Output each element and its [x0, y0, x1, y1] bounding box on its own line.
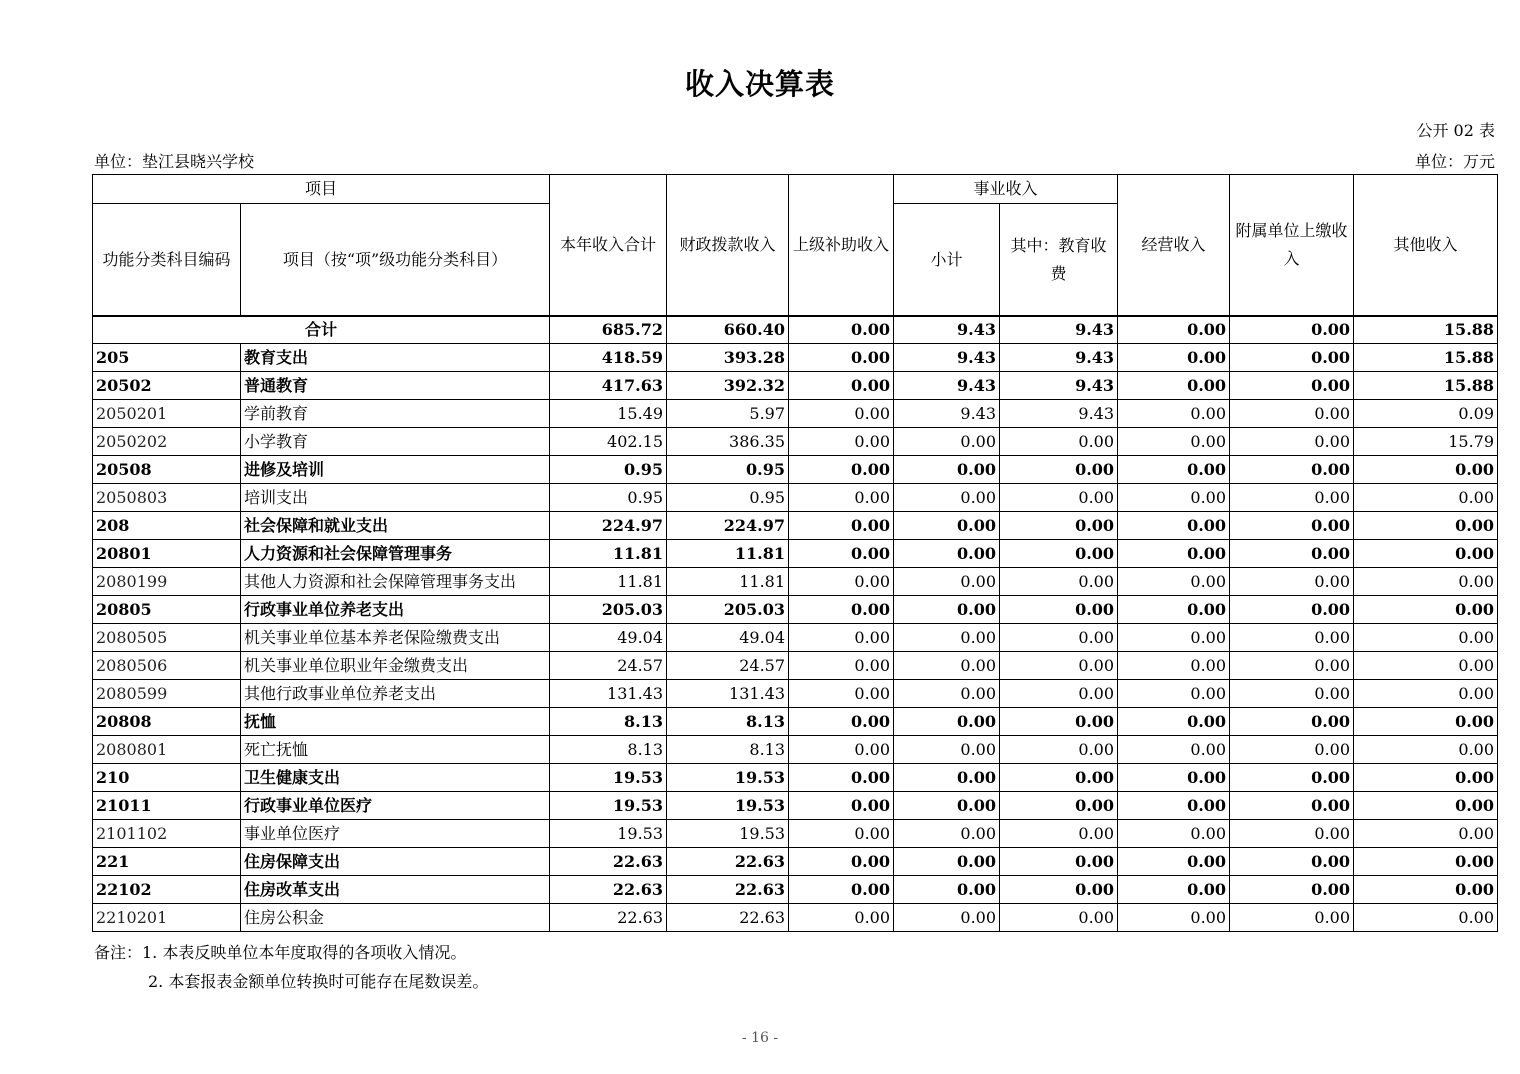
row-value: 0.00 [1230, 456, 1354, 484]
row-code: 2080199 [93, 568, 241, 596]
total-cell: 685.72 [550, 316, 667, 344]
row-value: 0.00 [894, 428, 1000, 456]
row-value: 0.00 [1230, 848, 1354, 876]
row-code: 2101102 [93, 820, 241, 848]
table-row [93, 624, 1498, 652]
row-code: 2210201 [93, 904, 241, 932]
row-value: 0.00 [1118, 652, 1230, 680]
row-value: 0.00 [789, 428, 894, 456]
header-affiliate-income: 附属单位上缴收入 [1230, 175, 1354, 317]
row-value: 0.00 [1118, 624, 1230, 652]
row-value: 0.00 [1118, 456, 1230, 484]
row-name: 事业单位医疗 [241, 820, 550, 848]
total-cell: 0.00 [789, 316, 894, 344]
table-row [93, 512, 1498, 540]
row-value: 19.53 [550, 792, 667, 820]
row-value: 0.00 [1230, 568, 1354, 596]
row-value: 9.43 [1000, 372, 1118, 400]
row-value: 0.00 [894, 904, 1000, 932]
table-row [93, 568, 1498, 596]
row-value: 19.53 [667, 764, 789, 792]
total-cell: 660.40 [667, 316, 789, 344]
row-value: 0.00 [894, 540, 1000, 568]
row-value: 0.00 [1118, 372, 1230, 400]
row-value: 0.00 [1000, 680, 1118, 708]
row-value: 0.00 [1000, 652, 1118, 680]
header-education-fee: 其中：教育收费 [1000, 204, 1118, 317]
row-name: 机关事业单位职业年金缴费支出 [241, 652, 550, 680]
row-value: 0.00 [894, 792, 1000, 820]
row-value: 9.43 [1000, 400, 1118, 428]
row-value: 0.00 [789, 400, 894, 428]
row-value: 11.81 [550, 540, 667, 568]
total-cell: 15.88 [1354, 316, 1498, 344]
row-value: 0.00 [1118, 764, 1230, 792]
row-value: 8.13 [667, 708, 789, 736]
row-value: 0.00 [894, 652, 1000, 680]
row-value: 0.00 [1118, 568, 1230, 596]
row-value: 0.00 [789, 820, 894, 848]
row-code: 20502 [93, 372, 241, 400]
row-name: 人力资源和社会保障管理事务 [241, 540, 550, 568]
table-row [93, 428, 1498, 456]
note-line: 备注：1. 本表反映单位本年度取得的各项收入情况。 [94, 943, 467, 962]
row-value: 0.00 [789, 848, 894, 876]
row-value: 0.00 [1230, 708, 1354, 736]
row-value: 15.79 [1354, 428, 1498, 456]
row-value: 0.00 [1118, 680, 1230, 708]
table-row [93, 540, 1498, 568]
row-value: 205.03 [667, 596, 789, 624]
row-name: 普通教育 [241, 372, 550, 400]
row-code: 2080505 [93, 624, 241, 652]
row-code: 21011 [93, 792, 241, 820]
row-value: 5.97 [667, 400, 789, 428]
row-value: 0.00 [1000, 792, 1118, 820]
row-value: 0.00 [1354, 876, 1498, 904]
row-value: 0.00 [789, 708, 894, 736]
row-value: 0.00 [789, 540, 894, 568]
row-value: 0.00 [1000, 708, 1118, 736]
row-value: 8.13 [550, 736, 667, 764]
row-value: 19.53 [550, 820, 667, 848]
row-value: 8.13 [550, 708, 667, 736]
total-cell: 9.43 [1000, 316, 1118, 344]
row-value: 0.00 [1000, 848, 1118, 876]
row-name: 住房公积金 [241, 904, 550, 932]
row-value: 0.95 [550, 484, 667, 512]
row-name: 行政事业单位养老支出 [241, 596, 550, 624]
row-value: 9.43 [894, 344, 1000, 372]
row-name: 社会保障和就业支出 [241, 512, 550, 540]
row-value: 0.00 [894, 568, 1000, 596]
form-number: 公开 02 表 [1416, 121, 1495, 140]
total-cell: 0.00 [1230, 316, 1354, 344]
row-value: 0.00 [1118, 792, 1230, 820]
reporting-unit: 单位：垫江县晓兴学校 [94, 152, 255, 171]
row-code: 221 [93, 848, 241, 876]
table-row [93, 652, 1498, 680]
table-row [93, 400, 1498, 428]
row-value: 392.32 [667, 372, 789, 400]
table-row [93, 904, 1498, 932]
row-value: 9.43 [1000, 344, 1118, 372]
row-value: 0.00 [894, 484, 1000, 512]
row-value: 393.28 [667, 344, 789, 372]
row-value: 131.43 [550, 680, 667, 708]
row-value: 0.00 [1354, 540, 1498, 568]
row-code: 20805 [93, 596, 241, 624]
income-table [92, 174, 1498, 932]
row-value: 0.00 [1000, 512, 1118, 540]
row-code: 205 [93, 344, 241, 372]
table-row [93, 876, 1498, 904]
row-value: 0.00 [1354, 708, 1498, 736]
row-value: 0.00 [1000, 428, 1118, 456]
row-value: 0.95 [667, 456, 789, 484]
row-value: 22.63 [667, 904, 789, 932]
row-value: 0.00 [1230, 596, 1354, 624]
row-value: 0.00 [894, 512, 1000, 540]
row-value: 417.63 [550, 372, 667, 400]
total-cell: 9.43 [894, 316, 1000, 344]
row-value: 24.57 [667, 652, 789, 680]
row-code: 208 [93, 512, 241, 540]
row-name: 小学教育 [241, 428, 550, 456]
header-subtotal: 小计 [894, 204, 1000, 317]
row-value: 0.00 [1000, 764, 1118, 792]
row-value: 0.00 [1000, 820, 1118, 848]
notes [94, 938, 488, 996]
row-value: 0.00 [894, 764, 1000, 792]
row-value: 24.57 [550, 652, 667, 680]
page-number: - 16 - [741, 1030, 779, 1046]
header-superior-subsidy: 上级补助收入 [789, 175, 894, 317]
table-row [93, 372, 1498, 400]
row-name: 行政事业单位医疗 [241, 792, 550, 820]
row-value: 0.00 [1000, 484, 1118, 512]
row-value: 0.00 [1118, 540, 1230, 568]
row-code: 2080801 [93, 736, 241, 764]
row-value: 22.63 [550, 876, 667, 904]
table-row [93, 848, 1498, 876]
header-item-name: 项目（按“项”级功能分类科目） [241, 204, 550, 317]
row-value: 224.97 [667, 512, 789, 540]
row-value: 11.81 [550, 568, 667, 596]
row-value: 0.00 [1354, 736, 1498, 764]
row-value: 0.00 [894, 456, 1000, 484]
table-row [93, 708, 1498, 736]
row-value: 15.88 [1354, 344, 1498, 372]
row-value: 11.81 [667, 568, 789, 596]
row-value: 205.03 [550, 596, 667, 624]
row-value: 224.97 [550, 512, 667, 540]
row-value: 0.00 [789, 456, 894, 484]
row-value: 0.00 [1000, 596, 1118, 624]
row-value: 0.00 [1230, 680, 1354, 708]
row-value: 418.59 [550, 344, 667, 372]
row-value: 0.00 [1118, 596, 1230, 624]
row-value: 0.00 [789, 596, 894, 624]
total-label: 合计 [93, 316, 550, 344]
row-value: 0.00 [1354, 820, 1498, 848]
row-value: 0.00 [1354, 596, 1498, 624]
row-name: 卫生健康支出 [241, 764, 550, 792]
row-value: 0.00 [894, 680, 1000, 708]
row-value: 0.00 [789, 876, 894, 904]
row-value: 386.35 [667, 428, 789, 456]
table-row [93, 680, 1498, 708]
row-code: 2050803 [93, 484, 241, 512]
row-value: 11.81 [667, 540, 789, 568]
row-code: 20808 [93, 708, 241, 736]
row-value: 0.00 [789, 904, 894, 932]
row-value: 0.00 [1354, 792, 1498, 820]
row-name: 死亡抚恤 [241, 736, 550, 764]
row-value: 8.13 [667, 736, 789, 764]
table-row [93, 456, 1498, 484]
row-value: 0.00 [1230, 736, 1354, 764]
row-value: 0.00 [1230, 876, 1354, 904]
row-name: 抚恤 [241, 708, 550, 736]
row-value: 9.43 [894, 400, 1000, 428]
row-value: 19.53 [667, 792, 789, 820]
row-name: 住房改革支出 [241, 876, 550, 904]
row-value: 0.00 [1000, 456, 1118, 484]
row-value: 0.00 [1118, 428, 1230, 456]
row-value: 0.00 [789, 624, 894, 652]
row-value: 0.00 [1354, 512, 1498, 540]
row-name: 进修及培训 [241, 456, 550, 484]
row-value: 131.43 [667, 680, 789, 708]
row-value: 15.88 [1354, 372, 1498, 400]
row-value: 49.04 [667, 624, 789, 652]
total-row [93, 316, 1498, 344]
row-value: 0.00 [1354, 652, 1498, 680]
row-value: 19.53 [667, 820, 789, 848]
row-value: 49.04 [550, 624, 667, 652]
table-row [93, 764, 1498, 792]
row-value: 0.00 [789, 484, 894, 512]
row-value: 0.00 [789, 764, 894, 792]
row-value: 0.00 [1118, 736, 1230, 764]
row-value: 0.95 [667, 484, 789, 512]
row-value: 0.00 [1000, 904, 1118, 932]
row-value: 0.00 [1230, 512, 1354, 540]
row-value: 0.00 [1354, 764, 1498, 792]
row-value: 0.00 [1000, 736, 1118, 764]
row-code: 2080506 [93, 652, 241, 680]
row-value: 0.00 [789, 736, 894, 764]
row-value: 22.63 [667, 876, 789, 904]
row-value: 0.00 [1230, 428, 1354, 456]
row-value: 402.15 [550, 428, 667, 456]
row-code: 20508 [93, 456, 241, 484]
row-code: 2050201 [93, 400, 241, 428]
row-code: 20801 [93, 540, 241, 568]
row-code: 210 [93, 764, 241, 792]
row-value: 0.00 [1354, 904, 1498, 932]
row-value: 0.00 [1230, 372, 1354, 400]
row-value: 0.00 [1000, 876, 1118, 904]
row-value: 9.43 [894, 372, 1000, 400]
table-row [93, 484, 1498, 512]
row-value: 0.00 [894, 820, 1000, 848]
row-value: 0.00 [789, 652, 894, 680]
row-value: 0.00 [894, 596, 1000, 624]
row-value: 0.00 [1230, 820, 1354, 848]
row-value: 0.00 [789, 792, 894, 820]
row-value: 0.09 [1354, 400, 1498, 428]
row-value: 0.00 [789, 680, 894, 708]
row-value: 0.00 [1118, 344, 1230, 372]
row-value: 0.00 [789, 568, 894, 596]
row-name: 其他行政事业单位养老支出 [241, 680, 550, 708]
row-name: 培训支出 [241, 484, 550, 512]
row-value: 0.00 [1354, 456, 1498, 484]
row-value: 0.00 [1230, 652, 1354, 680]
row-value: 22.63 [550, 848, 667, 876]
row-value: 0.00 [1118, 512, 1230, 540]
header-total-income: 本年收入合计 [550, 175, 667, 317]
row-value: 19.53 [550, 764, 667, 792]
row-value: 0.00 [1118, 904, 1230, 932]
row-value: 0.00 [894, 708, 1000, 736]
row-value: 0.00 [789, 344, 894, 372]
table-row [93, 736, 1498, 764]
row-value: 0.00 [1118, 820, 1230, 848]
note-line: 2. 本套报表金额单位转换时可能存在尾数误差。 [148, 972, 489, 991]
row-value: 0.00 [1230, 484, 1354, 512]
row-value: 22.63 [667, 848, 789, 876]
header-business-income: 事业收入 [894, 175, 1118, 204]
row-value: 0.00 [1354, 680, 1498, 708]
row-value: 0.00 [1118, 848, 1230, 876]
row-value: 0.00 [1230, 540, 1354, 568]
row-value: 0.00 [1354, 484, 1498, 512]
row-name: 其他人力资源和社会保障管理事务支出 [241, 568, 550, 596]
page-title: 收入决算表 [684, 67, 835, 101]
header-code: 功能分类科目编码 [93, 204, 241, 317]
table-row [93, 820, 1498, 848]
row-value: 0.00 [1230, 624, 1354, 652]
row-value: 0.00 [1000, 540, 1118, 568]
row-value: 0.00 [1230, 764, 1354, 792]
row-value: 0.00 [1000, 624, 1118, 652]
row-code: 22102 [93, 876, 241, 904]
row-value: 0.00 [789, 512, 894, 540]
row-value: 0.00 [789, 372, 894, 400]
row-value: 0.00 [1118, 400, 1230, 428]
row-value: 0.00 [894, 876, 1000, 904]
row-value: 0.00 [894, 624, 1000, 652]
row-code: 2050202 [93, 428, 241, 456]
row-value: 0.00 [1354, 848, 1498, 876]
row-value: 15.49 [550, 400, 667, 428]
row-value: 0.00 [1000, 568, 1118, 596]
header-fiscal-income: 财政拨款收入 [667, 175, 789, 317]
row-value: 0.00 [1118, 876, 1230, 904]
row-value: 0.00 [1118, 708, 1230, 736]
header-other-income: 其他收入 [1354, 175, 1498, 317]
row-value: 0.00 [1354, 568, 1498, 596]
row-value: 0.00 [1230, 904, 1354, 932]
row-value: 0.00 [1118, 484, 1230, 512]
row-value: 22.63 [550, 904, 667, 932]
row-value: 0.00 [1354, 624, 1498, 652]
row-value: 0.95 [550, 456, 667, 484]
row-value: 0.00 [1230, 792, 1354, 820]
header-operating-income: 经营收入 [1118, 175, 1230, 317]
total-cell: 0.00 [1118, 316, 1230, 344]
row-value: 0.00 [1230, 400, 1354, 428]
row-name: 教育支出 [241, 344, 550, 372]
row-value: 0.00 [1230, 344, 1354, 372]
row-name: 机关事业单位基本养老保险缴费支出 [241, 624, 550, 652]
row-name: 住房保障支出 [241, 848, 550, 876]
header-project: 项目 [93, 175, 550, 204]
row-value: 0.00 [894, 736, 1000, 764]
table-row [93, 596, 1498, 624]
currency-unit: 单位：万元 [1414, 152, 1495, 171]
row-name: 学前教育 [241, 400, 550, 428]
table-row [93, 344, 1498, 372]
row-code: 2080599 [93, 680, 241, 708]
row-value: 0.00 [894, 848, 1000, 876]
table-row [93, 792, 1498, 820]
